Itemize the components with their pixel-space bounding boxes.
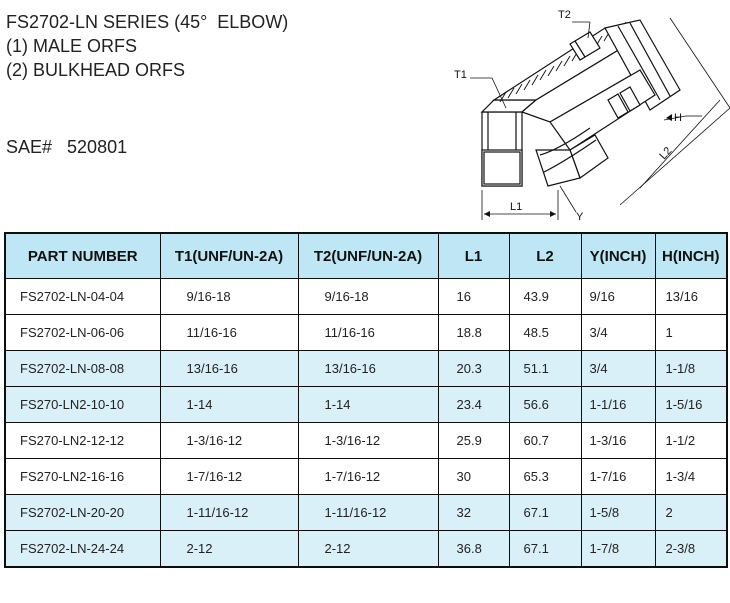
l2-cell: 43.9 — [509, 279, 581, 315]
y-cell: 1-3/16 — [581, 423, 655, 459]
t1-cell: 9/16-18 — [160, 279, 298, 315]
t2-cell: 1-3/16-12 — [298, 423, 438, 459]
y-cell: 3/4 — [581, 315, 655, 351]
h-cell: 1-3/4 — [655, 459, 727, 495]
h-cell: 13/16 — [655, 279, 727, 315]
dimensions-table — [4, 232, 728, 568]
h-cell: 1-1/2 — [655, 423, 727, 459]
elbow-technical-drawing — [440, 0, 730, 232]
table-header-row — [5, 233, 727, 279]
l2-cell: 60.7 — [509, 423, 581, 459]
col-l2: L2 — [509, 233, 581, 279]
t2-cell: 13/16-16 — [298, 351, 438, 387]
table-row — [5, 315, 727, 351]
y-cell: 9/16 — [581, 279, 655, 315]
t2-cell: 11/16-16 — [298, 315, 438, 351]
h-cell: 1 — [655, 315, 727, 351]
part-number-cell: FS2702-LN-04-04 — [5, 279, 160, 315]
t1-cell: 13/16-16 — [160, 351, 298, 387]
table-row — [5, 423, 727, 459]
l1-cell: 25.9 — [438, 423, 509, 459]
t1-cell: 1-3/16-12 — [160, 423, 298, 459]
table-row — [5, 387, 727, 423]
y-cell: 3/4 — [581, 351, 655, 387]
l2-cell: 67.1 — [509, 495, 581, 531]
l1-cell: 16 — [438, 279, 509, 315]
l1-cell: 36.8 — [438, 531, 509, 568]
series-header — [6, 10, 288, 82]
l1-label: L1 — [510, 201, 523, 213]
y-cell: 1-5/8 — [581, 495, 655, 531]
col-y: Y(INCH) — [581, 233, 655, 279]
table-row — [5, 279, 727, 315]
t2-cell: 1-14 — [298, 387, 438, 423]
part-number-cell: FS270-LN2-10-10 — [5, 387, 160, 423]
col-part-number: PART NUMBER — [5, 233, 160, 279]
part-number-cell: FS2702-LN-08-08 — [5, 351, 160, 387]
t1-cell: 2-12 — [160, 531, 298, 568]
t2-cell: 1-7/16-12 — [298, 459, 438, 495]
table-row — [5, 531, 727, 568]
t1-cell: 1-7/16-12 — [160, 459, 298, 495]
y-label: Y — [576, 211, 584, 223]
l2-label: L2 — [657, 144, 675, 163]
t1-cell: 1-11/16-12 — [160, 495, 298, 531]
h-cell: 2 — [655, 495, 727, 531]
table-row — [5, 351, 727, 387]
male-orfs-line: (1) MALE ORFS — [6, 36, 138, 56]
h-cell: 1-1/8 — [655, 351, 727, 387]
l1-cell: 18.8 — [438, 315, 509, 351]
t1-cell: 11/16-16 — [160, 315, 298, 351]
l2-cell: 67.1 — [509, 531, 581, 568]
t1-cell: 1-14 — [160, 387, 298, 423]
col-h: H(INCH) — [655, 233, 727, 279]
y-cell: 1-7/8 — [581, 531, 655, 568]
l2-cell: 48.5 — [509, 315, 581, 351]
col-l1: L1 — [438, 233, 509, 279]
part-number-cell: FS270-LN2-16-16 — [5, 459, 160, 495]
part-number-cell: FS2702-LN-06-06 — [5, 315, 160, 351]
l2-cell: 51.1 — [509, 351, 581, 387]
table-row — [5, 459, 727, 495]
l1-cell: 32 — [438, 495, 509, 531]
part-number-cell: FS2702-LN-20-20 — [5, 495, 160, 531]
y-cell: 1-1/16 — [581, 387, 655, 423]
l1-cell: 20.3 — [438, 351, 509, 387]
series-title: FS2702-LN SERIES (45° ELBOW) — [6, 12, 289, 32]
y-cell: 1-7/16 — [581, 459, 655, 495]
col-t2: T2(UNF/UN-2A) — [298, 233, 438, 279]
t1-label: T1 — [454, 69, 467, 81]
l2-cell: 56.6 — [509, 387, 581, 423]
t2-label: T2 — [558, 9, 571, 21]
part-number-cell: FS2702-LN-24-24 — [5, 531, 160, 568]
l1-cell: 30 — [438, 459, 509, 495]
elbow-drawing-svg — [440, 0, 730, 232]
l2-cell: 65.3 — [509, 459, 581, 495]
part-number-cell: FS270-LN2-12-12 — [5, 423, 160, 459]
t2-cell: 1-11/16-12 — [298, 495, 438, 531]
table-row — [5, 495, 727, 531]
bulkhead-orfs-line: (2) BULKHEAD ORFS — [6, 60, 186, 80]
t2-cell: 2-12 — [298, 531, 438, 568]
t2-cell: 9/16-18 — [298, 279, 438, 315]
h-cell: 2-3/8 — [655, 531, 727, 568]
col-t1: T1(UNF/UN-2A) — [160, 233, 298, 279]
l1-cell: 23.4 — [438, 387, 509, 423]
h-cell: 1-5/16 — [655, 387, 727, 423]
sae-number: SAE# 520801 — [6, 137, 128, 157]
h-label: H — [674, 112, 682, 124]
